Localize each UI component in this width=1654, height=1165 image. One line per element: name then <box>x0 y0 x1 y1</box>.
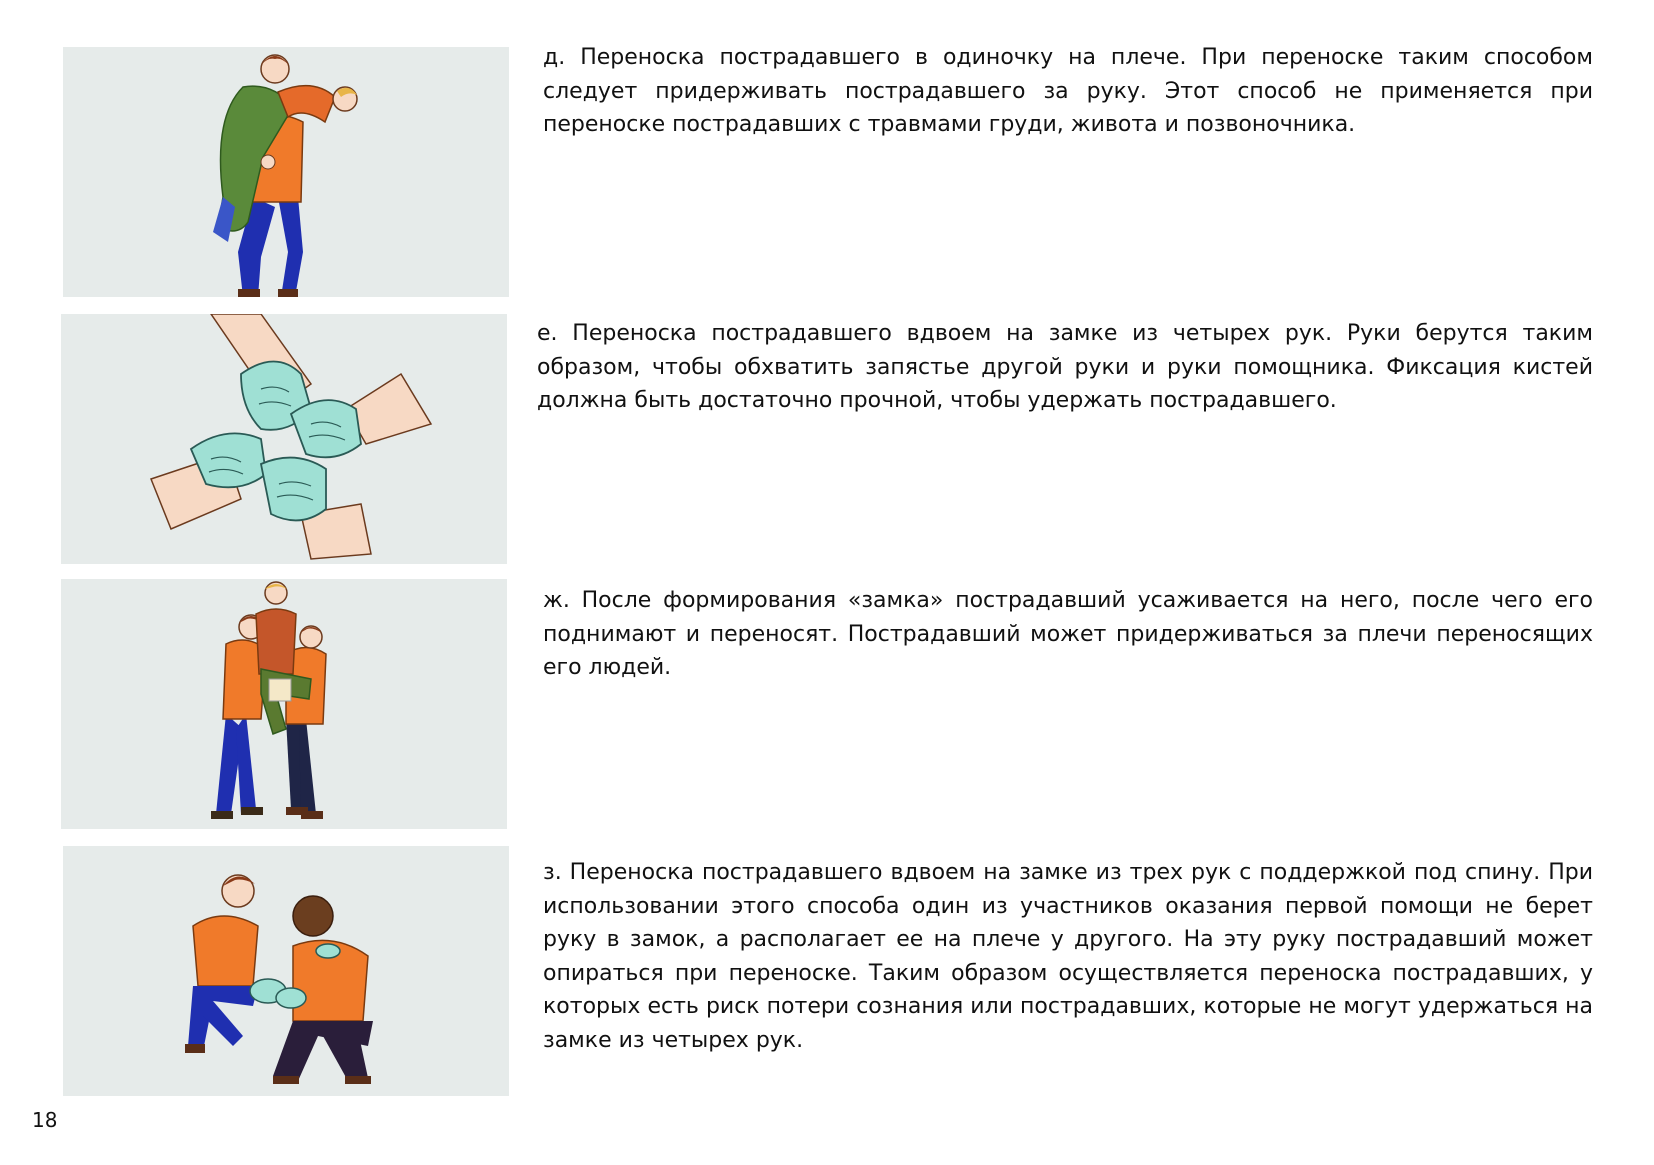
three-hand-lock-image <box>63 846 509 1096</box>
section-text-seated-carry: ж. После формирования «замка» пострадавший усаживается на него, после чего его поднимают и переносят. Пострадавший может придерживаться за плечи переносящих его людей. <box>543 588 1593 680</box>
four-hand-lock-image <box>61 314 507 564</box>
shoulder-carry-image <box>63 47 509 297</box>
section-text-four-hand-lock: е. Переноска пострадавшего вдвоем на замке из четырех рук. Руки берутся таким образом, чтобы обхватить запястье другой руки и руки помощника. Фиксация кистей должна быть достаточно прочной, чтобы удержать пострадавшего. <box>537 321 1593 413</box>
illustration-shoulder-carry <box>63 47 509 297</box>
page-number: 18 <box>32 1108 58 1132</box>
section-text-three-hand-lock: з. Переноска пострадавшего вдвоем на замке из трех рук с поддержкой под спину. При использовании этого способа один из участников оказания первой помощи не берет руку в замок, а располагает ее на плече у другого. На эту руку пострадавший может опираться при переноске. Таким образом осуществляется переноска пострадавших, у которых есть риск потери сознания или пострадавших, которые не могут удержаться на замке из четырех рук. <box>543 860 1593 1053</box>
section-text-shoulder-carry: д. Переноска пострадавшего в одиночку на плече. При переноске таким способом следует придерживать пострадавшего за руку. Этот способ не применяется при переноске пострадавших с травмами груди, живота и позвоночника. <box>543 45 1593 137</box>
seated-carry-image <box>61 579 507 829</box>
illustration-seated-carry <box>61 579 507 829</box>
illustration-three-hand-lock <box>63 846 509 1096</box>
illustration-four-hand-lock <box>61 314 507 564</box>
